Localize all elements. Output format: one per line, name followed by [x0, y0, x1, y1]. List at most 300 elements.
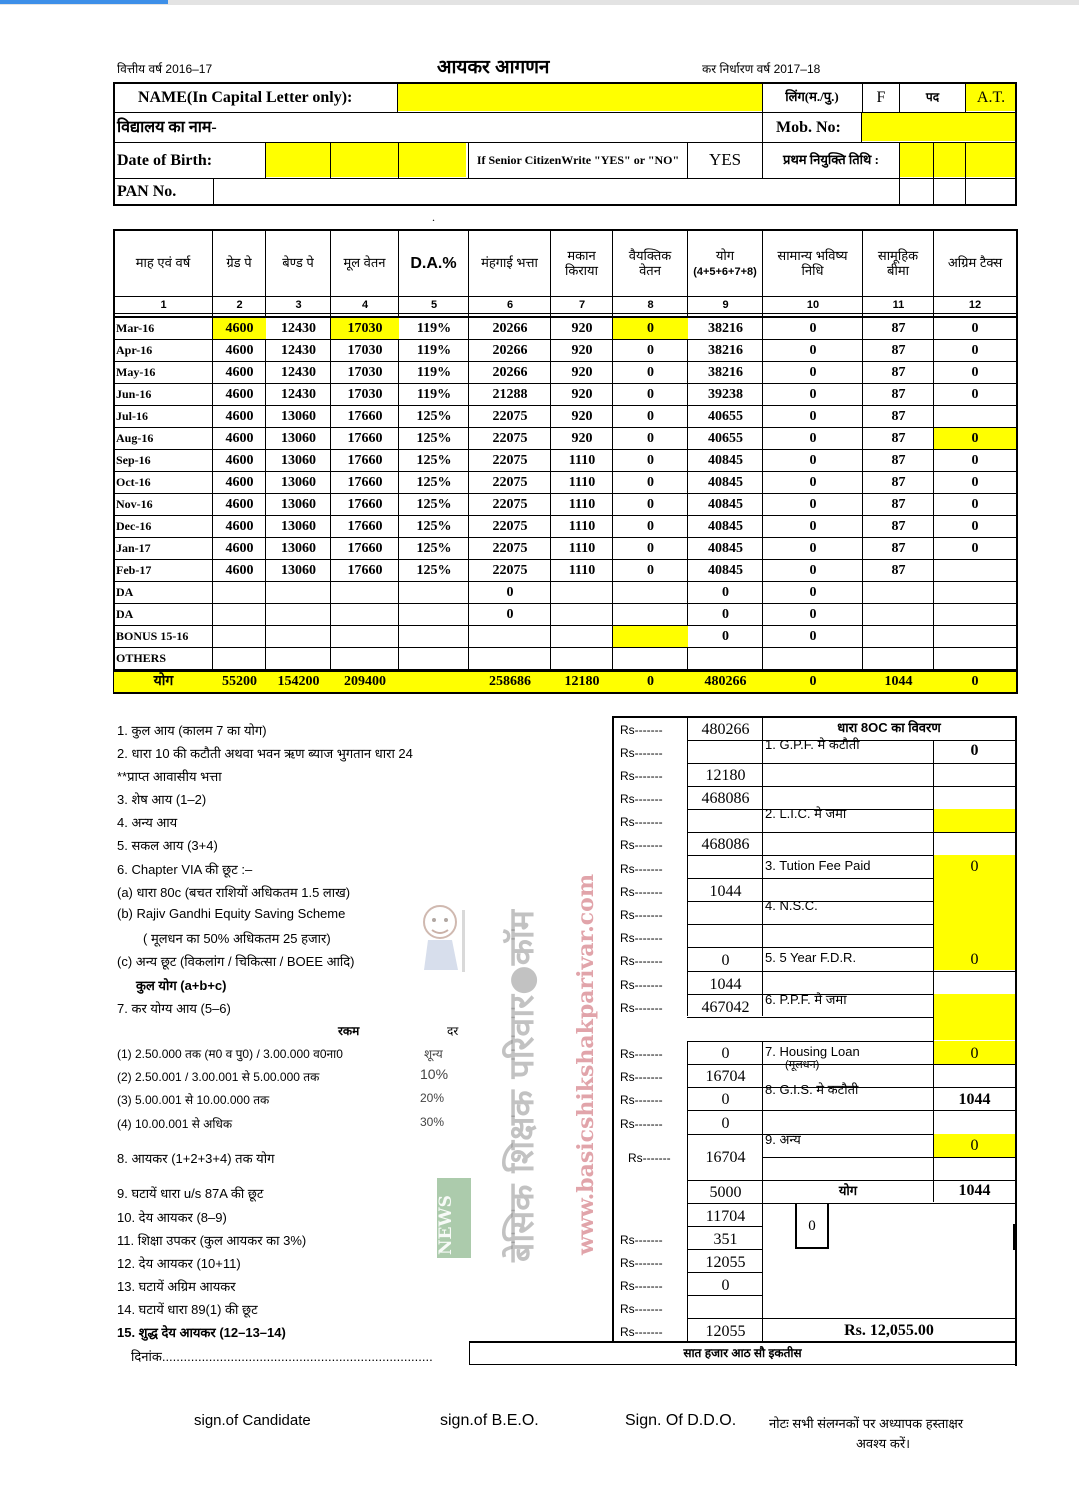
table-cell[interactable]: 4600	[225, 496, 254, 512]
dob-input[interactable]	[266, 143, 466, 177]
table-cell[interactable]	[213, 582, 266, 603]
table-cell[interactable]	[551, 604, 613, 625]
rs-label: Rs-------	[620, 1233, 663, 1247]
table-cell[interactable]	[934, 626, 1016, 647]
tail-value[interactable]: 11704	[705, 1208, 746, 1225]
table-cell[interactable]: 17660	[347, 496, 383, 512]
tail-value[interactable]: 5000	[709, 1184, 742, 1201]
gender-label: लिंग(म./पु.)	[785, 89, 839, 105]
table-cell[interactable]: 1110	[568, 540, 596, 556]
table-cell[interactable]	[331, 626, 399, 647]
section-80c-item-label: 8. G.I.S. मे कटौती	[765, 1082, 859, 1097]
col-number: 2	[236, 298, 243, 311]
table-cell[interactable]: 920	[571, 342, 593, 358]
rs-label: Rs-------	[620, 792, 663, 806]
post-value[interactable]: A.T.	[976, 88, 1006, 106]
table-cell[interactable]: 0	[647, 474, 654, 490]
slab-value[interactable]: 0	[721, 1091, 730, 1108]
table-cell[interactable]: 17030	[347, 342, 383, 358]
table-cell[interactable]: 0	[809, 496, 817, 512]
table-cell[interactable]: 119%	[416, 342, 452, 358]
table-cell[interactable]	[399, 626, 469, 647]
table-cell[interactable]: 0	[647, 430, 654, 446]
net-tax-in-words: सात हजार आठ सौ इकतीस	[683, 1345, 802, 1360]
section-80c-item-label: 5. 5 Year F.D.R.	[765, 950, 857, 965]
gender-value[interactable]: F	[876, 88, 886, 106]
table-cell[interactable]: 0	[809, 430, 817, 446]
table-cell[interactable]: 38216	[708, 320, 743, 336]
col-number: 7	[578, 298, 586, 311]
table-cell[interactable]: 87	[891, 430, 906, 446]
table-cell[interactable]: 0	[809, 386, 817, 402]
table-cell[interactable]	[934, 406, 1016, 427]
table-cell[interactable]	[763, 648, 863, 669]
table-cell[interactable]: 0	[647, 386, 654, 402]
table-cell[interactable]: 4600	[225, 342, 254, 358]
table-cell[interactable]	[551, 648, 613, 669]
total-cell: 0	[971, 674, 979, 690]
table-cell[interactable]	[213, 648, 266, 669]
table-cell[interactable]: 17660	[347, 430, 383, 446]
row-month[interactable]: Jul-16	[116, 408, 149, 423]
table-cell[interactable]: 0	[809, 584, 817, 600]
table-cell[interactable]: 17660	[347, 562, 383, 578]
mobile-input[interactable]	[862, 113, 1016, 141]
table-cell[interactable]: 920	[571, 430, 593, 446]
calc-value[interactable]: 0	[721, 952, 730, 969]
table-cell[interactable]	[399, 648, 469, 669]
tail-line-label: 11. शिक्षा उपकर (कुल आयकर का 3%)	[117, 1233, 307, 1248]
table-cell[interactable]: 13060	[281, 452, 316, 468]
table-cell[interactable]: 40655	[708, 430, 743, 446]
table-cell[interactable]	[399, 582, 469, 603]
table-cell[interactable]	[613, 648, 688, 669]
small-box-value: 0	[808, 1217, 816, 1234]
section-80c-item-label: 4. N.S.C.	[765, 898, 818, 913]
rs-label: Rs-------	[620, 1117, 663, 1131]
col-header-band-pay: बेण्ड पे	[282, 255, 314, 271]
table-cell[interactable]: 22075	[492, 430, 528, 446]
rs-label: Rs-------	[620, 769, 663, 783]
table-cell[interactable]: 0	[647, 342, 654, 358]
table-cell[interactable]: 0	[971, 474, 979, 490]
table-cell[interactable]: 0	[809, 540, 817, 556]
row-month[interactable]: May-16	[116, 364, 156, 379]
table-cell[interactable]: 38216	[708, 364, 743, 380]
row-month[interactable]: DA	[116, 584, 134, 599]
table-cell[interactable]: 87	[891, 540, 906, 556]
table-cell[interactable]: 0	[722, 584, 729, 600]
table-cell[interactable]: 0	[809, 342, 817, 358]
table-cell[interactable]: 21288	[492, 386, 528, 402]
table-cell[interactable]: 0	[809, 408, 817, 424]
table-cell[interactable]: 20266	[492, 320, 528, 336]
table-cell[interactable]: 17030	[347, 320, 383, 336]
table-cell[interactable]: 17660	[347, 518, 383, 534]
table-cell[interactable]: 13060	[281, 540, 316, 556]
table-cell[interactable]	[613, 582, 688, 603]
row-month[interactable]: Apr-16	[116, 342, 153, 357]
rs-label: Rs-------	[620, 1093, 663, 1107]
table-cell[interactable]	[551, 626, 613, 647]
table-cell[interactable]	[688, 648, 763, 669]
table-cell[interactable]: 87	[891, 562, 906, 578]
col-header-personal-pay: वैयक्तिक वेतन	[628, 248, 672, 278]
table-cell[interactable]: 0	[647, 496, 654, 512]
pan-label: PAN No.	[117, 182, 177, 200]
appointment-date-label: प्रथम नियुक्ति तिथि :	[783, 152, 879, 168]
table-cell[interactable]	[934, 560, 1016, 581]
total-cell: 55200	[222, 674, 257, 690]
table-cell[interactable]: 125%	[416, 430, 452, 446]
col-header-basic-pay: मूल वेतन	[343, 255, 386, 271]
slab-rate: 30%	[420, 1115, 445, 1129]
table-cell[interactable]: 87	[891, 364, 906, 380]
table-cell[interactable]: 17660	[347, 474, 383, 490]
calc-line-label: **प्राप्त आवासीय भत्ता	[117, 769, 222, 784]
table-cell[interactable]: 1110	[568, 496, 596, 512]
col-header-total	[688, 231, 762, 296]
table-cell[interactable]: 125%	[416, 452, 452, 468]
col-header-grade-pay: ग्रेड पे	[226, 255, 252, 271]
table-cell[interactable]: 4600	[225, 562, 254, 578]
tail-value[interactable]: 12055	[705, 1323, 746, 1340]
rs-label: Rs-------	[620, 862, 663, 876]
table-cell[interactable]: 17660	[347, 540, 383, 556]
name-input[interactable]	[398, 84, 762, 111]
table-cell[interactable]: 0	[647, 408, 654, 424]
assessment-year: कर निर्धारण वर्ष 2017–18	[702, 62, 821, 76]
calc-line-label: (c) अन्य छूट (विकलांग / चिकित्सा / BOEE आदि)	[117, 954, 355, 969]
table-cell[interactable]: 12430	[281, 342, 316, 358]
calc-value[interactable]: 480266	[701, 721, 750, 738]
note-line-1: नोटः सभी संलग्नकों पर अध्यापक हस्ताक्षर	[769, 1416, 964, 1431]
table-cell[interactable]: 40845	[708, 518, 743, 534]
total-cell: 154200	[277, 674, 320, 690]
section-80c-item-value[interactable]: 0	[970, 951, 979, 969]
table-cell[interactable]: 0	[809, 628, 817, 644]
table-cell[interactable]: 13060	[281, 474, 316, 490]
table-cell[interactable]: 0	[722, 606, 729, 622]
row-month[interactable]: DA	[116, 606, 134, 621]
table-cell[interactable]: 87	[891, 474, 906, 490]
table-cell[interactable]: 40655	[708, 408, 743, 424]
calc-value[interactable]: 1044	[709, 883, 742, 900]
table-cell[interactable]	[934, 604, 1016, 625]
section-80c-item-value[interactable]: 0	[970, 1137, 979, 1155]
tail-value[interactable]: 351	[713, 1231, 738, 1248]
table-cell[interactable]: 0	[809, 606, 817, 622]
table-cell[interactable]: 125%	[416, 540, 452, 556]
table-cell[interactable]: 87	[891, 408, 906, 424]
table-cell[interactable]: 4600	[225, 430, 254, 446]
table-cell[interactable]: 0	[971, 364, 979, 380]
table-cell[interactable]: 119%	[416, 320, 452, 336]
col-header-month: माह एवं वर्ष	[135, 255, 191, 271]
table-cell[interactable]	[613, 626, 688, 647]
table-cell[interactable]: 13060	[281, 518, 316, 534]
col-header-gpf: सामान्य भविष्य निधि	[777, 248, 848, 278]
rs-label: Rs-------	[620, 838, 663, 852]
table-cell[interactable]: 0	[809, 320, 817, 336]
table-cell[interactable]: 920	[571, 364, 593, 380]
table-cell[interactable]: 4600	[225, 386, 254, 402]
col-number: 9	[722, 298, 729, 311]
calc-value[interactable]: 467042	[701, 999, 750, 1016]
table-cell[interactable]	[863, 604, 934, 625]
col-header-da: मंहगाई भत्ता	[481, 255, 538, 271]
table-cell[interactable]: 119%	[416, 386, 452, 402]
table-cell[interactable]: 920	[571, 320, 593, 336]
total-cell: 0	[809, 674, 817, 690]
calc-value[interactable]: 468086	[701, 836, 750, 853]
calc-line-label: (b) Rajiv Gandhi Equity Saving Scheme	[117, 906, 346, 921]
table-cell[interactable]	[213, 604, 266, 625]
slab-value[interactable]: 0	[721, 1115, 730, 1132]
table-cell[interactable]: 0	[971, 540, 979, 556]
table-cell[interactable]: 125%	[416, 496, 452, 512]
table-cell[interactable]: 119%	[416, 364, 452, 380]
col-header-total-formula: (4+5+6+7+8)	[693, 265, 757, 278]
watermark-news: NEWS	[436, 1195, 456, 1255]
table-cell[interactable]: 0	[506, 606, 514, 622]
table-cell[interactable]: 22075	[492, 518, 528, 534]
section-80c-item-label: 9. अन्य	[765, 1132, 801, 1147]
table-cell[interactable]: 40845	[708, 496, 743, 512]
table-cell[interactable]	[863, 648, 934, 669]
table-cell[interactable]: 4600	[225, 518, 254, 534]
pan-input[interactable]	[214, 180, 898, 203]
tail-value[interactable]: 12055	[705, 1254, 746, 1271]
candidate-signature: sign.of Candidate	[194, 1412, 311, 1429]
table-cell[interactable]	[266, 626, 331, 647]
table-cell[interactable]: 22075	[492, 562, 528, 578]
row-month[interactable]: Jun-16	[116, 386, 152, 401]
table-cell[interactable]: 87	[891, 452, 906, 468]
tail-line-label: 10. देय आयकर (8–9)	[117, 1210, 227, 1225]
col-header-da-percent: D.A.%	[410, 254, 457, 272]
table-cell[interactable]: 87	[891, 518, 906, 534]
table-cell[interactable]: 39238	[708, 386, 743, 402]
table-cell[interactable]: 40845	[708, 474, 743, 490]
row-month[interactable]: Aug-16	[116, 430, 154, 445]
col-number: 12	[968, 298, 982, 311]
table-cell[interactable]	[934, 582, 1016, 603]
table-cell[interactable]: 38216	[708, 342, 743, 358]
table-cell[interactable]: 0	[971, 342, 979, 358]
table-cell[interactable]: 0	[809, 474, 817, 490]
section-80c-item-value[interactable]: 1044	[958, 1091, 991, 1109]
table-cell[interactable]: 0	[809, 452, 817, 468]
name-label: NAME(In Capital Letter only):	[138, 88, 353, 106]
table-cell[interactable]: 4600	[225, 452, 254, 468]
table-cell[interactable]: 0	[506, 584, 514, 600]
rs-label: Rs-------	[620, 746, 663, 760]
row-month[interactable]: BONUS 15-16	[116, 628, 189, 643]
table-cell[interactable]: 0	[647, 518, 654, 534]
calc-value[interactable]: 468086	[701, 790, 750, 807]
table-cell[interactable]: 4600	[225, 474, 254, 490]
table-cell[interactable]: 4600	[225, 540, 254, 556]
total-cell: 480266	[704, 674, 747, 690]
table-cell[interactable]: 17660	[347, 452, 383, 468]
table-cell[interactable]: 920	[571, 408, 593, 424]
col-number: 5	[430, 298, 438, 311]
top-progress-bar	[0, 0, 168, 4]
table-cell[interactable]: 87	[891, 386, 906, 402]
table-cell[interactable]	[863, 626, 934, 647]
row-month[interactable]: Nov-16	[116, 496, 153, 511]
table-cell[interactable]: 125%	[416, 562, 452, 578]
table-cell[interactable]: 0	[971, 430, 979, 446]
section-80c-total-value: 1044	[958, 1182, 991, 1200]
row-month[interactable]: OTHERS	[116, 650, 167, 665]
table-cell[interactable]: 0	[647, 540, 654, 556]
rs-label: Rs-------	[620, 954, 663, 968]
rs-label: Rs-------	[620, 1047, 663, 1061]
table-cell[interactable]	[266, 604, 331, 625]
table-cell[interactable]: 4600	[225, 408, 254, 424]
tail-line-label: 12. देय आयकर (10+11)	[117, 1256, 241, 1271]
table-cell[interactable]: 0	[971, 518, 979, 534]
row-month[interactable]: Feb-17	[116, 562, 152, 577]
table-cell[interactable]: 17660	[347, 408, 383, 424]
table-cell[interactable]	[399, 604, 469, 625]
rs-label: Rs-------	[620, 1279, 663, 1293]
rs-label: Rs-------	[620, 931, 663, 945]
table-cell[interactable]: 4600	[225, 364, 254, 380]
table-cell[interactable]	[266, 582, 331, 603]
total-row-label: योग	[153, 674, 174, 690]
table-cell[interactable]: 87	[891, 342, 906, 358]
table-cell[interactable]: 40845	[708, 540, 743, 556]
row-month[interactable]: Oct-16	[116, 474, 151, 489]
calc-line-8-label: 8. आयकर (1+2+3+4) तक योग	[117, 1151, 275, 1166]
table-cell[interactable]: 1110	[568, 452, 596, 468]
rs-label: Rs-------	[620, 1302, 663, 1316]
table-cell[interactable]: 0	[809, 562, 817, 578]
table-cell[interactable]: 0	[971, 496, 979, 512]
table-cell[interactable]: 22075	[492, 540, 528, 556]
tail-line-label: 9. घटायें धारा u/s 87A की छूट	[117, 1186, 264, 1201]
table-cell[interactable]: 13060	[281, 496, 316, 512]
table-cell[interactable]	[551, 582, 613, 603]
table-cell[interactable]: 17030	[347, 386, 383, 402]
page-title: आयकर आगणन	[437, 57, 550, 78]
table-cell[interactable]: 17030	[347, 364, 383, 380]
section-80c-item-value[interactable]: 0	[970, 858, 979, 876]
section-80c-item-label: 1. G.P.F. मे कटौती	[765, 737, 860, 752]
appointment-date-input[interactable]	[900, 143, 1016, 177]
financial-year: वित्तीय वर्ष 2016–17	[117, 62, 213, 76]
table-cell[interactable]: 0	[722, 628, 729, 644]
row-month[interactable]: Dec-16	[116, 518, 152, 533]
table-cell[interactable]	[469, 648, 551, 669]
table-cell[interactable]: 1110	[568, 474, 596, 490]
slab-rate: 20%	[420, 1091, 445, 1105]
table-cell[interactable]: 13060	[281, 562, 316, 578]
table-cell[interactable]	[331, 582, 399, 603]
table-cell[interactable]: 12430	[281, 386, 316, 402]
section-80c-item-value[interactable]: 0	[970, 742, 979, 760]
table-cell[interactable]: 22075	[492, 496, 528, 512]
table-cell[interactable]	[266, 648, 331, 669]
table-cell[interactable]: 0	[647, 562, 654, 578]
calc-line-label: 1. कुल आय (कालम 7 का योग)	[117, 723, 267, 738]
table-cell[interactable]: 40845	[708, 452, 743, 468]
table-cell[interactable]: 22075	[492, 452, 528, 468]
col-number: 11	[892, 298, 905, 311]
table-cell[interactable]: 20266	[492, 364, 528, 380]
table-cell[interactable]: 0	[971, 386, 979, 402]
table-cell[interactable]: 1110	[568, 518, 596, 534]
table-cell[interactable]: 0	[647, 452, 654, 468]
table-cell[interactable]: 22075	[492, 408, 528, 424]
row-month[interactable]: Jan-17	[116, 540, 151, 555]
table-cell[interactable]: 125%	[416, 408, 452, 424]
table-cell[interactable]	[331, 604, 399, 625]
table-cell[interactable]: 0	[647, 364, 654, 380]
table-cell[interactable]: 13060	[281, 430, 316, 446]
table-cell[interactable]: 12430	[281, 320, 316, 336]
rs-label: Rs-------	[620, 1001, 663, 1015]
table-cell[interactable]: 920	[571, 386, 593, 402]
calc-value[interactable]: 12180	[705, 767, 746, 784]
total-cell: 258686	[489, 674, 531, 690]
table-cell[interactable]: 87	[891, 320, 906, 336]
col-number: 10	[806, 298, 820, 311]
table-cell[interactable]: 4600	[225, 320, 254, 336]
dob-label: Date of Birth:	[117, 151, 213, 169]
table-cell[interactable]: 87	[891, 496, 906, 512]
calc-line-label: कुल योग (a+b+c)	[136, 978, 227, 993]
table-cell[interactable]: 0	[971, 452, 979, 468]
dar-label: दर	[447, 1024, 459, 1038]
table-cell[interactable]	[331, 648, 399, 669]
calc-value[interactable]: 1044	[709, 976, 742, 993]
rs-label: Rs-------	[620, 815, 663, 829]
table-cell[interactable]: 20266	[492, 342, 528, 358]
table-cell[interactable]	[934, 648, 1016, 669]
table-cell[interactable]: 0	[809, 364, 817, 380]
slab-rate: 10%	[420, 1066, 449, 1082]
calc-line-label: 4. अन्य आय	[117, 815, 178, 830]
table-cell[interactable]	[863, 582, 934, 603]
calc-value-8[interactable]: 16704	[705, 1149, 746, 1166]
slab-value[interactable]: 0	[721, 1045, 730, 1062]
table-cell[interactable]: 125%	[416, 518, 452, 534]
table-cell[interactable]: 1110	[568, 562, 596, 578]
table-cell[interactable]: 22075	[492, 474, 528, 490]
table-cell[interactable]: 0	[809, 518, 817, 534]
row-month[interactable]: Mar-16	[116, 320, 155, 335]
table-cell[interactable]	[213, 626, 266, 647]
tail-value[interactable]: 0	[721, 1277, 730, 1294]
table-cell[interactable]: 40845	[708, 562, 743, 578]
table-cell[interactable]: 0	[647, 320, 654, 336]
section-80c-item-value[interactable]: 0	[970, 1045, 979, 1063]
slab-value[interactable]: 16704	[705, 1068, 746, 1085]
table-cell[interactable]: 125%	[416, 474, 452, 490]
table-cell[interactable]: 12430	[281, 364, 316, 380]
table-cell[interactable]	[469, 626, 551, 647]
table-cell[interactable]	[613, 604, 688, 625]
row-month[interactable]: Sep-16	[116, 452, 151, 467]
table-cell[interactable]: 13060	[281, 408, 316, 424]
senior-citizen-value[interactable]: YES	[708, 150, 742, 170]
table-cell[interactable]: 0	[971, 320, 979, 336]
rs-label: Rs-------	[620, 978, 663, 992]
